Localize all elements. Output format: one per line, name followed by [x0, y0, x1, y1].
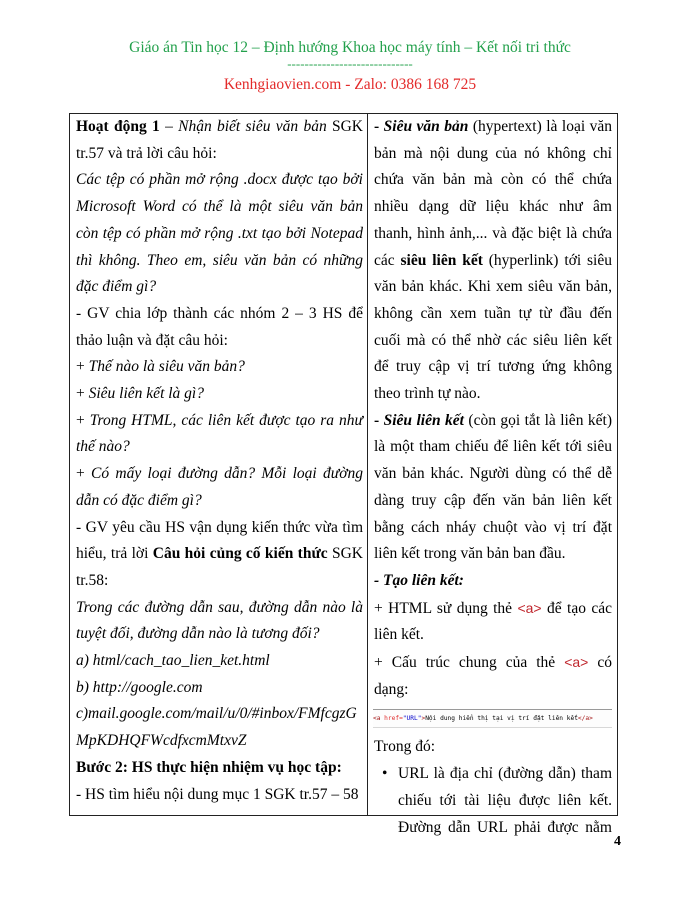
hypertext-line: [374, 248, 612, 275]
hypertext-line: để truy cập vị trí tương ứng không: [374, 358, 612, 376]
hypertext-line: không cần xem tuần tự từ đầu đến: [374, 304, 612, 322]
question-text: còn tệp có phần mở rộng .txt tạo bởi Notepad: [76, 224, 363, 242]
hyperlink-line: dàng truy cập đến văn bản liên kết: [374, 491, 612, 509]
bullet-line: chiếu tới tài liệu được liên kết.: [398, 791, 612, 809]
where-label: Trong đó:: [374, 738, 436, 756]
discussion-question: [76, 461, 363, 488]
create-link-line: liên kết.: [374, 626, 424, 644]
bullet-line: URL là địa chỉ (đường dẫn) tham: [398, 765, 612, 783]
create-link-heading: [374, 568, 612, 595]
structure-line: [374, 649, 612, 703]
text: (còn gọi tắt là liên kết): [463, 411, 612, 429]
page-number: 4: [614, 834, 621, 849]
bullet-line: Đường dẫn URL phải được nằm: [398, 818, 612, 836]
code-open-tag: <a: [373, 715, 381, 723]
anchor-tag: <a>: [564, 654, 589, 671]
discussion-question: [76, 408, 363, 435]
hyperlink-line: văn bản khác. Người dùng có thể dễ: [374, 465, 612, 483]
plus-sign: +: [76, 385, 89, 403]
anchor-tag: <a>: [517, 599, 542, 616]
text: (hypertext) là loại văn: [468, 118, 612, 135]
option-text: a) html/cach_tao_lien_ket.html: [76, 652, 270, 670]
hypertext-line: văn bản khác. Khi xem siêu văn bản,: [374, 278, 612, 296]
step-label: Bước 2: HS thực hiện nhiệm vụ học tập:: [76, 758, 342, 776]
gv-divide-line: thảo luận và đặt câu hỏi:: [76, 331, 228, 349]
hypertext-line: theo trình tự nào.: [374, 385, 481, 403]
activity-heading-line-2: tr.57 và trả lời câu hỏi:: [76, 144, 217, 162]
heading-text: - Tạo liên kết:: [374, 571, 464, 589]
hypertext-line: chứa văn bản mà còn có thể chứa: [374, 171, 612, 189]
code-text: Nội dung hiển thị tại vị trí đặt liên kết: [425, 715, 578, 723]
option-text: MpKDHQFWcdfxcmMtxvZ: [76, 732, 247, 750]
option-a: [76, 648, 363, 675]
gv-ask-line: [76, 541, 363, 568]
term-hyperlink: Siêu liên kết: [383, 411, 464, 429]
text: + Cấu trúc chung của thẻ: [374, 654, 565, 672]
review-question: [76, 621, 363, 648]
option-text: b) http://google.com: [76, 678, 203, 696]
question-text: Thế nào là siêu văn bản?: [88, 358, 245, 376]
text: (hyperlink) tới siêu: [482, 251, 612, 269]
activity-name: Nhận biết siêu văn bản: [178, 118, 327, 135]
hypertext-line: cuối mà có thể nhờ các siêu liên kết: [374, 331, 612, 349]
option-c: [76, 701, 363, 728]
column-divider: [367, 114, 368, 815]
plus-sign: +: [76, 465, 92, 483]
bullet-item: [374, 761, 612, 841]
create-link-line: [374, 595, 612, 623]
question-text: Có mấy loại đường dẫn? Mỗi loại đường: [91, 465, 363, 483]
hyperlink-line: liên kết trong văn bản ban đầu.: [374, 545, 566, 563]
question-text: Trong các đường dẫn sau, đường dẫn nào là: [76, 598, 363, 616]
hyperlink-line: bằng cách nháy chuột vào vị trí đặt: [374, 518, 612, 536]
discussion-question-cont: [76, 488, 363, 515]
question-line: [76, 194, 363, 221]
term-hyperlink: siêu liên kết: [400, 251, 483, 269]
content-cell: [374, 114, 612, 841]
dash: -: [374, 118, 384, 135]
activity-label: Hoạt động 1: [76, 118, 160, 135]
question-text: đặc điểm gì?: [76, 278, 157, 296]
text: để tạo các: [541, 599, 612, 617]
code-value: "URL": [402, 715, 422, 723]
question-text: Microsoft Word có thể là một siêu văn bản: [76, 198, 363, 216]
document-header-title: Giáo án Tin học 12 – Định hướng Khoa học máy tính – Kết nối tri thức: [129, 39, 571, 56]
plus-sign: +: [76, 358, 89, 376]
text: có dạng:: [374, 654, 612, 698]
bullet-icon: •: [382, 765, 388, 783]
review-label: Câu hỏi củng cố kiến thức: [152, 545, 328, 563]
hypertext-line: nhiều dạng dữ liệu khác như âm: [374, 198, 612, 216]
dash: -: [374, 411, 384, 429]
text: + HTML sử dụng thẻ: [374, 599, 518, 617]
gv-ask-line: - GV yêu cầu HS vận dụng kiến thức vừa tìm: [76, 518, 363, 536]
hypertext-line: thanh, hình ảnh,... và đặc biệt là chứa: [374, 224, 612, 242]
question-line: [76, 221, 363, 248]
question-line: [76, 167, 363, 194]
document-header-site: Kenhgiaovien.com - Zalo: 0386 168 725: [223, 76, 477, 93]
code-end-tag: </a>: [577, 715, 593, 723]
dash: –: [159, 118, 179, 135]
hypertext-definition: [374, 114, 612, 141]
gv-ask-line: tr.58:: [76, 571, 109, 589]
question-text: dẫn có đặc điểm gì?: [76, 491, 202, 509]
plus-sign: +: [76, 411, 90, 429]
step-2-heading: [76, 755, 363, 782]
option-text: c)mail.google.com/mail/u/0/#inbox/FMfcgzG: [76, 705, 357, 723]
text: SGK: [327, 545, 363, 563]
question-text: Các tệp có phần mở rộng .docx được tạo bởi: [76, 171, 363, 189]
question-line: [76, 248, 363, 275]
question-text: Trong HTML, các liên kết được tạo ra như: [89, 411, 363, 429]
option-c-cont: [76, 728, 363, 755]
hyperlink-definition: [374, 408, 612, 435]
text: hiểu, trả lời: [76, 545, 153, 563]
hypertext-line: bản mà nội dung của nó không chỉ: [374, 144, 612, 162]
term-hypertext: Siêu văn bản: [383, 118, 469, 135]
lesson-table: [69, 113, 618, 836]
hyperlink-line: là một tham chiếu để liên kết tới siêu: [374, 438, 612, 456]
discussion-question: [76, 381, 363, 408]
question-text: tuyệt đối, đường dẫn nào là tương đối?: [76, 625, 320, 643]
text: các: [374, 251, 401, 269]
header-divider: -----------------------------: [287, 56, 413, 71]
question-line: [76, 274, 363, 301]
code-snippet: [373, 709, 612, 728]
gv-divide-line: - GV chia lớp thành các nhóm 2 – 3 HS để: [76, 304, 363, 322]
question-text: thế nào?: [76, 438, 130, 456]
activity-ref: SGK: [326, 118, 363, 135]
activity-heading-line: [76, 114, 363, 141]
option-b: [76, 675, 363, 702]
discussion-question-cont: [76, 434, 363, 461]
question-text: thì không. Theo em, siêu văn bản có những: [76, 251, 363, 269]
review-question: [76, 595, 363, 622]
step-2-task: - HS tìm hiểu nội dung mục 1 SGK tr.57 – 58: [76, 785, 359, 803]
code-bracket: >: [421, 715, 426, 723]
code-attribute: href=: [380, 715, 403, 723]
question-text: Siêu liên kết là gì?: [88, 385, 204, 403]
discussion-question: [76, 354, 363, 381]
activity-cell: [76, 114, 363, 808]
